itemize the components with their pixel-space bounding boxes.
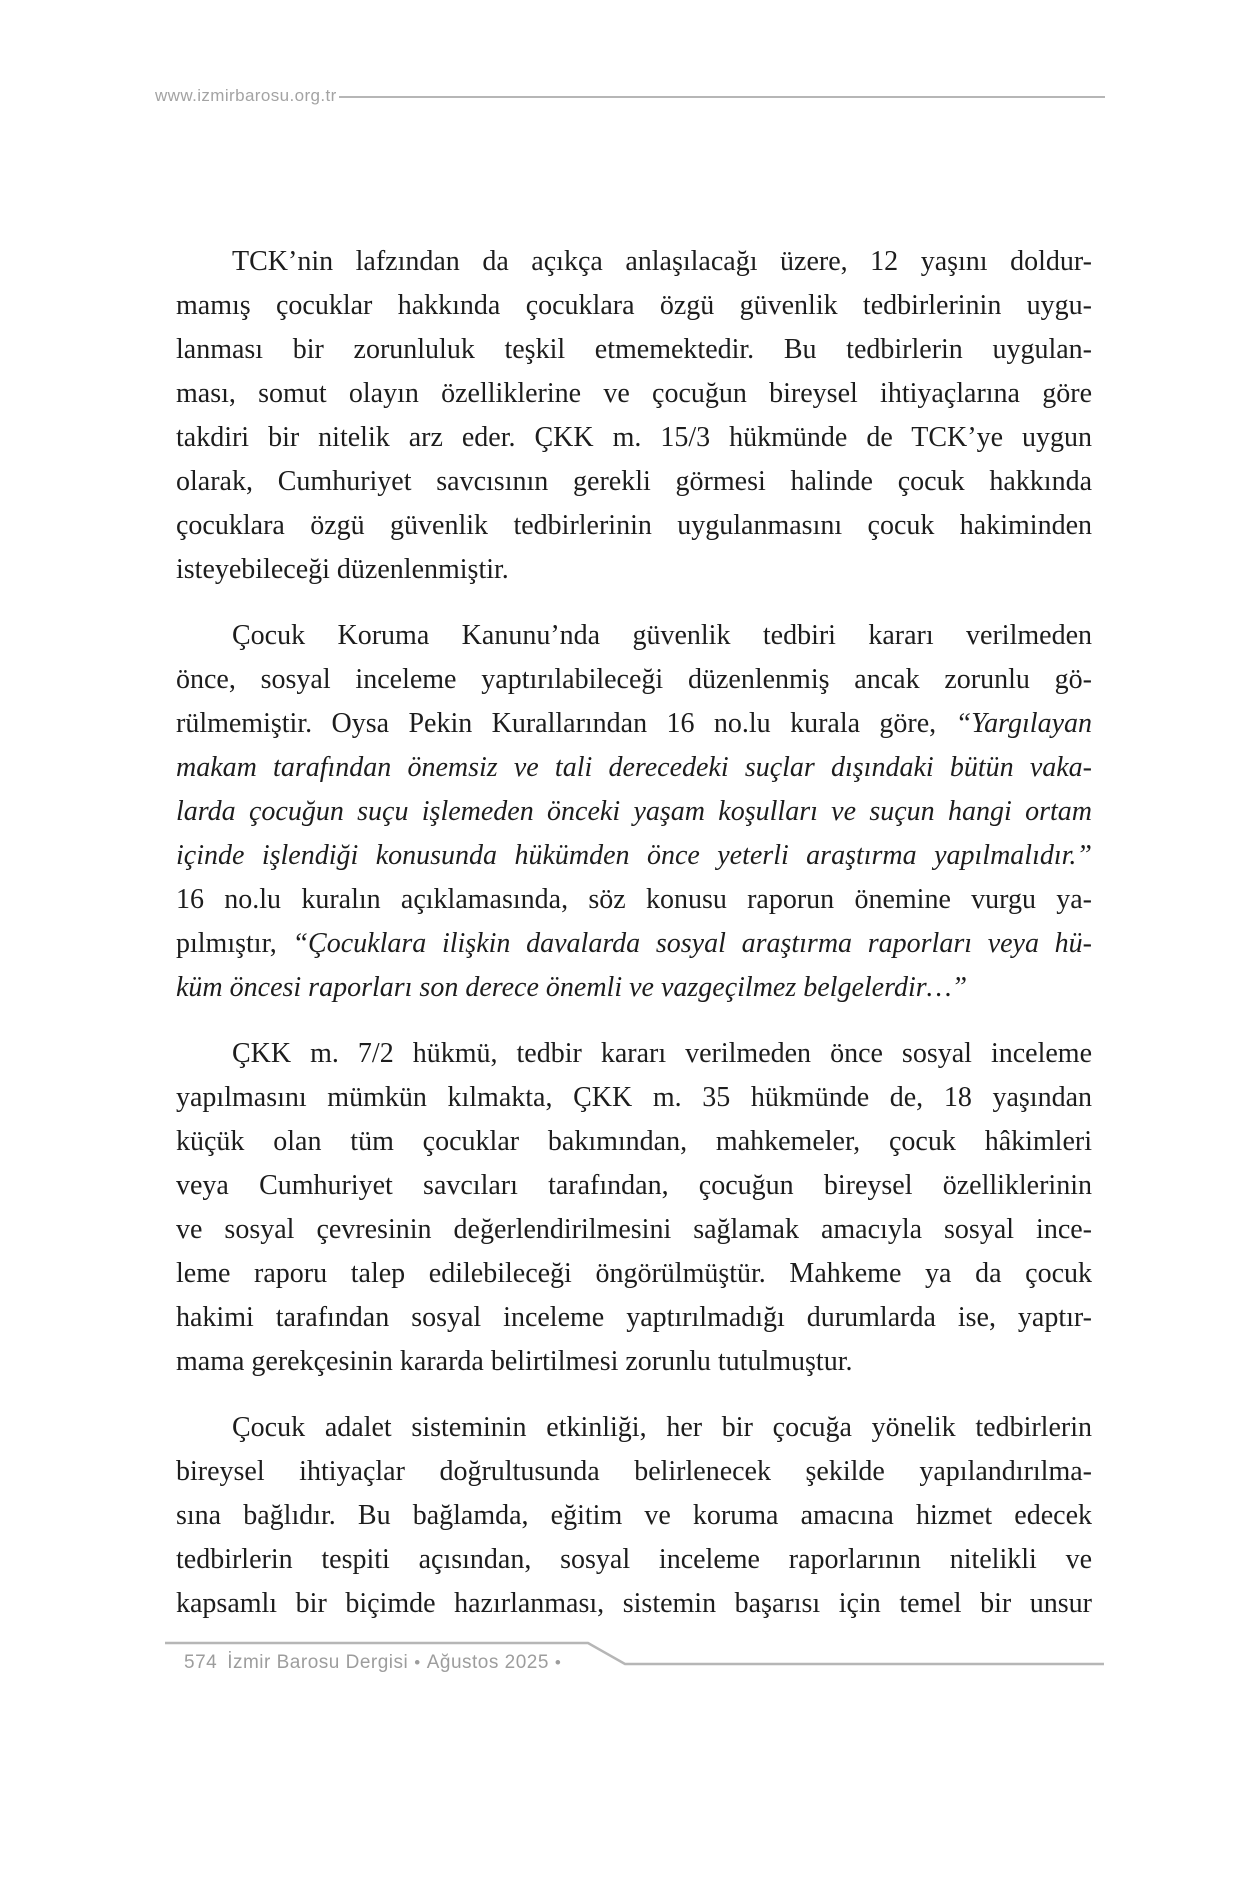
text-line: pılmıştır, “Çocuklara ilişkin davalarda sosyal araştırma raporları veya hü- bbox=[176, 928, 1093, 959]
page-footer bbox=[164, 1640, 1105, 1700]
text-line: kapsamlı bir biçimde hazırlanması, sistemin başarısı için temel bir unsur bbox=[176, 1588, 1092, 1619]
paragraph bbox=[176, 614, 1092, 1010]
text-line: ması, somut olayın özelliklerine ve çocuğun bireysel ihtiyaçlarına göre bbox=[176, 378, 1092, 409]
text-line: TCK’nin lafzından da açıkça anlaşılacağı üzere, 12 yaşını doldur- bbox=[232, 246, 1092, 277]
footer-separator-1: • bbox=[414, 1653, 421, 1672]
text-line: ve sosyal çevresinin değerlendirilmesini sağlamak amacıyla sosyal ince- bbox=[176, 1214, 1092, 1245]
text-line: olarak, Cumhuriyet savcısının gerekli görmesi halinde çocuk hakkında bbox=[176, 466, 1092, 497]
text-line: küçük olan tüm çocuklar bakımından, mahkemeler, çocuk hâkimleri bbox=[176, 1126, 1092, 1157]
text-line: sına bağlıdır. Bu bağlamda, eğitim ve koruma amacına hizmet edecek bbox=[176, 1500, 1092, 1531]
text-line: rülmemiştir. Oysa Pekin Kurallarından 16 no.lu kurala göre, “Yargılayan bbox=[176, 708, 1092, 739]
text-line: isteyebileceği düzenlenmiştir. bbox=[176, 554, 509, 585]
text-line: leme raporu talep edilebileceği öngörülmüştür. Mahkeme ya da çocuk bbox=[176, 1258, 1092, 1289]
footer-separator-2: • bbox=[554, 1653, 562, 1672]
text-line: mama gerekçesinin kararda belirtilmesi zorunlu tutulmuştur. bbox=[176, 1346, 853, 1377]
page-header bbox=[155, 86, 1105, 106]
header-rule bbox=[339, 96, 1105, 98]
text-line: Çocuk Koruma Kanunu’nda güvenlik tedbiri kararı verilmeden bbox=[232, 620, 1092, 651]
text-line: bireysel ihtiyaçlar doğrultusunda belirlenecek şekilde yapılandırılma- bbox=[176, 1456, 1092, 1487]
paragraph bbox=[176, 1032, 1092, 1384]
text-line: lanması bir zorunluluk teşkil etmemektedir. Bu tedbirlerin uygulan- bbox=[176, 334, 1092, 365]
paragraph bbox=[176, 240, 1092, 592]
text-line: içinde işlendiği konusunda hükümden önce yeterli araştırma yapılmalıdır.” bbox=[176, 840, 1092, 871]
text-line: makam tarafından önemsiz ve tali derecedeki suçlar dışındaki bütün vaka- bbox=[176, 752, 1092, 783]
paragraph bbox=[176, 1406, 1092, 1626]
text-line: hakimi tarafından sosyal inceleme yaptırılmadığı durumlarda ise, yaptır- bbox=[176, 1302, 1092, 1333]
text-line: 16 no.lu kuralın açıklamasında, söz konusu raporun önemine vurgu ya- bbox=[176, 884, 1092, 915]
text-line: takdiri bir nitelik arz eder. ÇKK m. 15/3 hükmünde de TCK’ye uygun bbox=[176, 422, 1092, 453]
footer-issue: Ağustos 2025 bbox=[426, 1652, 549, 1673]
text-line: veya Cumhuriyet savcıları tarafından, çocuğun bireysel özelliklerinin bbox=[176, 1170, 1092, 1201]
text-line: önce, sosyal inceleme yaptırılabileceği düzenlenmiş ancak zorunlu gö- bbox=[176, 664, 1092, 695]
article-body bbox=[176, 240, 1092, 1626]
text-line: ÇKK m. 7/2 hükmü, tedbir kararı verilmeden önce sosyal inceleme bbox=[232, 1038, 1092, 1069]
text-line: yapılmasını mümkün kılmakta, ÇKK m. 35 hükmünde de, 18 yaşından bbox=[176, 1082, 1092, 1113]
text-line: küm öncesi raporları son derece önemli ve vazgeçilmez belgelerdir…” bbox=[176, 972, 968, 1003]
text-line: mamış çocuklar hakkında çocuklara özgü güvenlik tedbirlerinin uygu- bbox=[176, 290, 1092, 321]
text-line: çocuklara özgü güvenlik tedbirlerinin uygulanmasını çocuk hakiminden bbox=[176, 510, 1092, 541]
header-url: www.izmirbarosu.org.tr bbox=[155, 86, 337, 105]
footer-page-number: 574 bbox=[184, 1652, 218, 1673]
footer-journal-title: İzmir Barosu Dergisi bbox=[227, 1652, 409, 1673]
text-line: larda çocuğun suçu işlemeden önceki yaşam koşulları ve suçun hangi ortam bbox=[176, 796, 1092, 827]
text-line: tedbirlerin tespiti açısından, sosyal inceleme raporlarının nitelikli ve bbox=[176, 1544, 1092, 1575]
footer-text bbox=[184, 1652, 567, 1674]
text-line: Çocuk adalet sisteminin etkinliği, her bir çocuğa yönelik tedbirlerin bbox=[232, 1412, 1092, 1443]
